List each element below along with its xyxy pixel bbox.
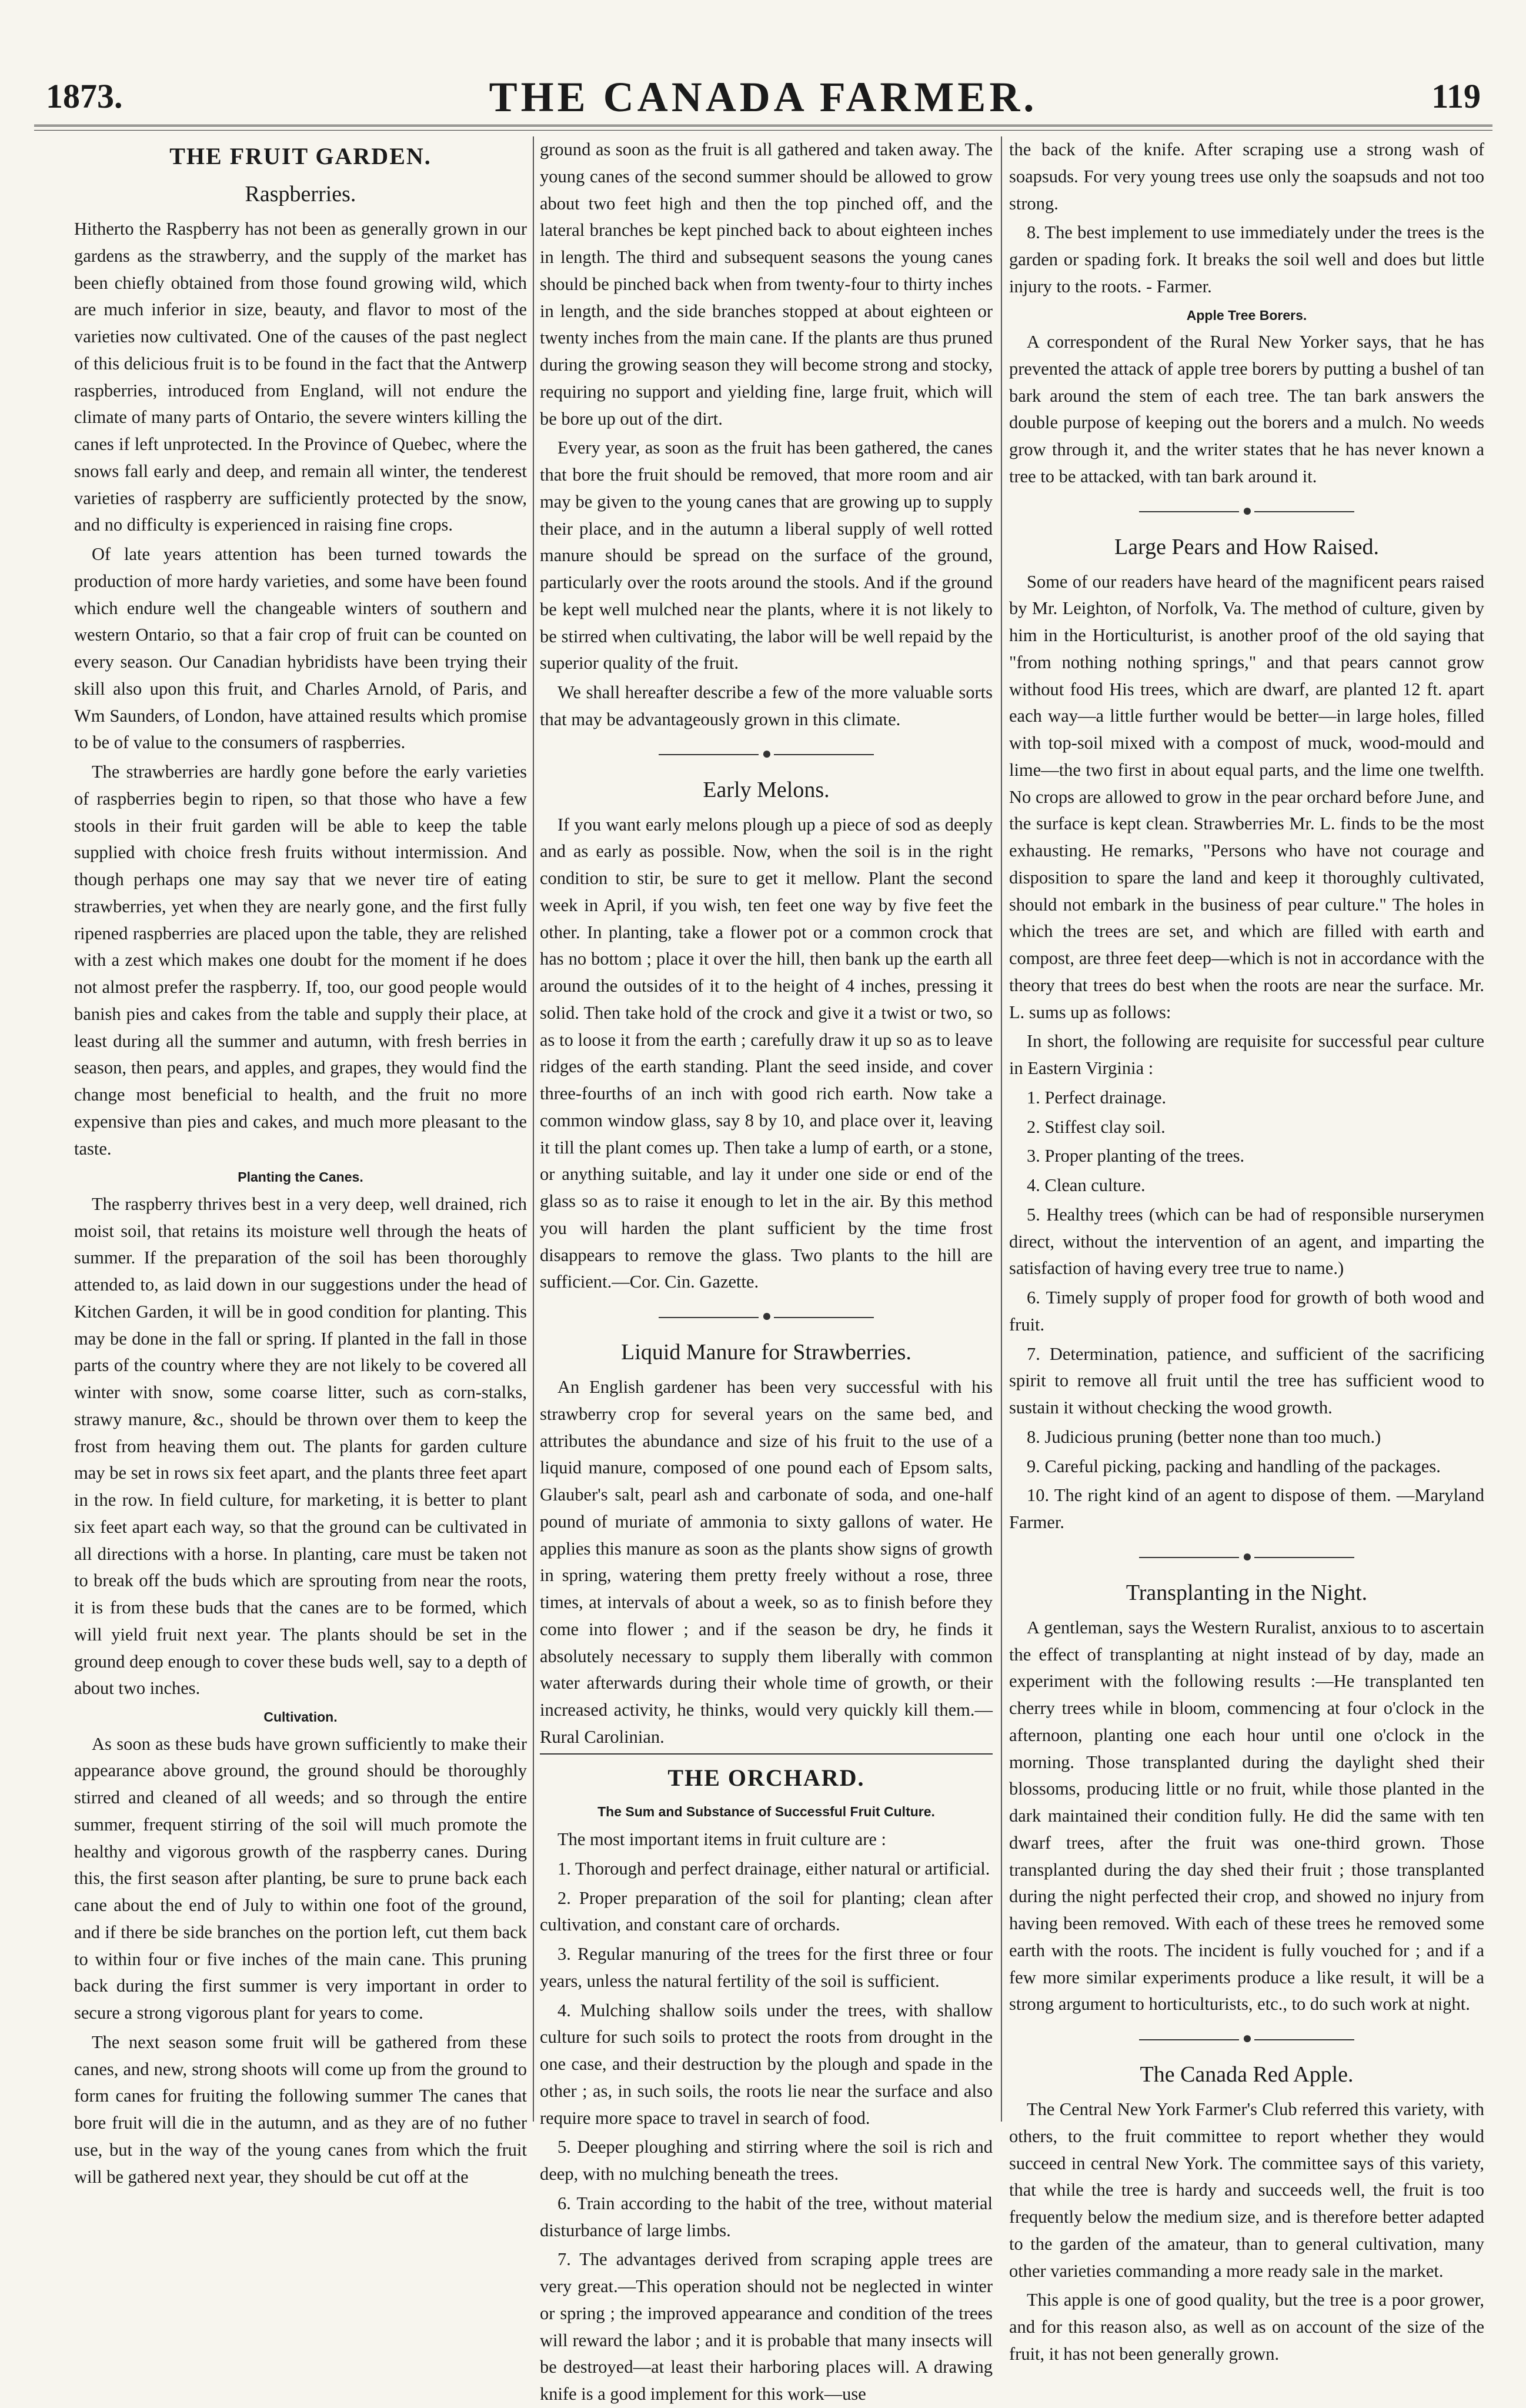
list-item: 7. Determination, patience, and sufficient of the sacrificing spirit to remove all fruit until the tree has sufficient wood to sustain it without checking the wood growth. xyxy=(1009,1343,1484,1418)
list-item: 3. Regular manuring of the trees for the first three or four years, unless the natural fertility of the soil is sufficient. xyxy=(540,1944,993,1991)
separator: ● xyxy=(1009,499,1484,523)
masthead xyxy=(34,64,1492,134)
paragraph: The strawberries are hardly gone before the early varieties of raspberries begin to ripen, so that those who have a few stools in their fruit garden will be able to keep the table supplied with choice fresh fruits without intermission. And though perhaps one may say that we never tire of eating strawberries, yet when they are nearly gone, and the first fully ripened raspberries are placed upon the table, they are relished with a zest which makes one doubt for the moment if he does not almost prefer the raspberry. If, too, our good people would banish pies and cakes from the table and supply their place, at least during all the summer and autumn, with fresh berries in season, then pears, and apples, and grapes, they would find the change most beneficial to health, and the fruit no more expensive than pies and cakes, and much more pleasant to the taste. xyxy=(74,762,527,1159)
list-item: 4. Mulching shallow soils under the trees, with shallow culture for such soils to protect the roots from drought in the one case, and their destruction by the plough and spade in the other ; as, in such soils, the roots lie near the surface and also require more space to travel in search of food. xyxy=(540,2000,993,2128)
masthead-rule xyxy=(34,125,1492,131)
list-item: 6. Timely supply of proper food for growth of both wood and fruit. xyxy=(1009,1288,1484,1335)
list-item: 7. The advantages derived from scraping apple trees are very great.—This operation should not be neglected in winter or spring ; the improved appearance and condition of the trees will reward the labor ; and it is probable that many insects will be destroyed—at least their harboring places will. A drawing knife is a good implement for this work—use xyxy=(540,2249,993,2404)
list-item: 1. Perfect drainage. xyxy=(1027,1087,1167,1108)
paragraph: The next season some fruit will be gathered from these canes, and new, strong shoots will come up from the ground to form canes for fruiting the following summer The canes that bore fruit will die in the autumn, and as they are of no futher use, but in the way of the young canes from which the fruit will be gathered next year, they should be cut off at the xyxy=(74,2032,527,2187)
article-title: Liquid Manure for Strawberries. xyxy=(621,1340,911,1365)
separator: ● xyxy=(1009,1545,1484,1569)
paragraph: The most important items in fruit culture are : xyxy=(557,1829,887,1849)
paragraph: The raspberry thrives best in a very deep, well drained, rich moist soil, that retains its moisture well through the heats of summer. If the preparation of the soil has been thoroughly attended to, as laid down in our suggestions under the head of Kitchen Garden, it will be in good condition for planting. This may be done in the fall or spring. If planted in the fall in those parts of the country where they are not likely to be covered all winter with snow, some coarse litter, such as corn-stalks, strawy manure, &c., should be thrown over them to keep the frost from heaving them out. The plants for garden culture may be set in rows six feet apart, and the plants three feet apart in the row. In field culture, for marketing, it is better to plant six feet apart each way, so that the ground can be cultivated in all directions with a horse. In planting, care must be taken not to break off the buds which are sprouting from near the roots, it is from these buds that the canes are to be formed, which will yield fruit next year. The plants should be set in the ground deep enough to cover these buds well, say to a depth of about two inches. xyxy=(74,1193,527,1699)
section-heading: THE ORCHARD. xyxy=(667,1764,865,1791)
article-title: Transplanting in the Night. xyxy=(1126,1580,1368,1605)
section-rule xyxy=(540,1753,993,1755)
paragraph: 8. The best implement to use immediately under the trees is the garden or spading fork. It breaks the soil well and does but little injury to the roots. - Farmer. xyxy=(1009,222,1484,296)
subheading: Cultivation. xyxy=(263,1709,338,1725)
list-item: 4. Clean culture. xyxy=(1027,1175,1146,1195)
paragraph: This apple is one of good quality, but the tree is a poor grower, and for this reason also, as well as on account of the size of the fruit, it has not been generally grown. xyxy=(1009,2290,1484,2364)
paragraph: As soon as these buds have grown sufficiently to make their appearance above ground, the ground should be thoroughly stirred and cleaned of all weeds; and so through the entire summer, frequent stirring of the soil will much promote the healthy and vigorous growth of the raspberry canes. During this, the first season after planting, be sure to prune back each cane about the end of July to within one foot of the ground, and if there be side branches on the portion left, cut them back to within four or five inches of the main cane. This pruning back during the first summer is very important in order to secure a strong vigorous plant for years to come. xyxy=(74,1733,527,2023)
paragraph: We shall hereafter describe a few of the more valuable sorts that may be advantageously grown in this climate. xyxy=(540,682,993,729)
subheading: Planting the Canes. xyxy=(238,1169,363,1185)
subheading: Apple Tree Borers. xyxy=(1186,307,1307,323)
paragraph: The Central New York Farmer's Club referred this variety, with others, to the fruit committee to report whether they would succeed in central New York. The committee says of this variety, that while the tree is hardy and succeeds well, the fruit is too frequently below the medium size, and is therefore better adapted to the garden of the amateur, than to general cultivation, many other varieties commanding a more ready sale in the market. xyxy=(1009,2099,1484,2281)
list-item: 6. Train according to the habit of the tree, without material disturbance of large limbs. xyxy=(540,2193,993,2240)
article-title: Large Pears and How Raised. xyxy=(1114,534,1379,559)
article-title: Raspberries. xyxy=(245,182,356,206)
column-3 xyxy=(1009,136,1484,2364)
separator: ● xyxy=(540,742,993,766)
list-item: 3. Proper planting of the trees. xyxy=(1027,1146,1245,1166)
column-divider xyxy=(533,136,534,2122)
page-number: 119 xyxy=(1431,77,1481,115)
list-item: 2. Stiffest clay soil. xyxy=(1027,1116,1166,1137)
paragraph: Of late years attention has been turned towards the production of more hardy varieties, and some have been found which endure well the changeable winters of southern and western Ontario, so that a fair crop of fruit can be counted on every season. Our Canadian hybridists have been trying their skill also upon this fruit, and Charles Arnold, of Paris, and Wm Saunders, of London, have attained results which promise to be of value to the consumers of raspberries. xyxy=(74,544,527,753)
column-2 xyxy=(540,136,993,2404)
paragraph: A gentleman, says the Western Ruralist, anxious to to ascertain the effect of transplanting at night instead of by day, made an experiment with the following results :—He transplanted ten cherry trees while in bloom, commencing at four o'clock in the afternoon, planting one each hour until one o'clock in the morning. Those transplanted during the daylight shed their blossoms, producing little or no fruit, while those planted in the dark maintained their condition fully. He did the same with ten dwarf trees, after the fruit was one-third grown. Those transplanted during the day shed their fruit ; those transplanted during the night perfected their crop, and showed no injury from having been removed. With each of these trees he removed some earth with the roots. The incident is fully vouched for ; and if a few more similar experiments produce a like result, it will be a strong argument to horticulturists, etc., to do such work at night. xyxy=(1009,1617,1484,2015)
paragraph: Every year, as soon as the fruit has been gathered, the canes that bore the fruit should be removed, that more room and air may be given to the young canes that are growing up to supply their place, and in the autumn a liberal supply of well rotted manure should be spread on the surface of the ground, particularly over the roots around the stools. And if the ground be kept well mulched near the plants, where it is not likely to be stirred when cultivating, the labor will be well repaid by the superior quality of the fruit. xyxy=(540,438,993,673)
column-1 xyxy=(74,136,527,2187)
subheading: The Sum and Substance of Successful Fruit Culture. xyxy=(597,1803,935,1819)
article-title: Early Melons. xyxy=(703,777,830,802)
list-item: 5. Deeper ploughing and stirring where the soil is rich and deep, with no mulching beneath the trees. xyxy=(540,2137,993,2184)
pear-list xyxy=(1009,1085,1484,1536)
masthead-year: 1873. xyxy=(46,77,123,115)
column-divider xyxy=(1001,136,1002,2122)
masthead-title: THE CANADA FARMER. xyxy=(489,74,1038,121)
list-item: 2. Proper preparation of the soil for planting; clean after cultivation, and constant care of orchards. xyxy=(540,1887,993,1935)
list-item: 1. Thorough and perfect drainage, either natural or artificial. xyxy=(557,1858,990,1879)
paragraph: A correspondent of the Rural New Yorker says, that he has prevented the attack of apple tree borers by putting a bushel of tan bark around the stem of each tree. The tan bark answers the double purpose of keeping out the borers and a mulch. No weeds grow through it, and the writer states that he has never known a tree to be attacked, with tan bark around it. xyxy=(1009,332,1484,486)
paragraph: Some of our readers have heard of the magnificent pears raised by Mr. Leighton, of Norfolk, Va. The method of culture, given by him in the Horticulturist, is another proof of the old saying that "from nothing nothing springs," and that pears cannot grow without food His trees, which are dwarf, are planted 12 ft. apart each way—a little further would be better—in large holes, filled with top-soil mixed with a compost of muck, wood-mould and lime—the two first in about equal parts, and the lime one twelfth. No crops are allowed to grow in the pear orchard before June, and the surface is kept clean. Strawberries Mr. L. finds to be the most exhausting. He remarks, "Persons who have not courage and disposition to spare the land and keep it thoroughly cultivated, should not embark in the business of pear culture." The holes in which the trees are set, and which are filled with earth and compost, are three feet deep—which is not in accordance with the theory that trees do best when the roots are near the surface. Mr. L. sums up as follows: xyxy=(1009,571,1484,1022)
separator: ● xyxy=(540,1304,993,1329)
list-item: 8. Judicious pruning (better none than too much.) xyxy=(1027,1426,1381,1447)
paragraph: In short, the following are requisite for successful pear culture in Eastern Virginia : xyxy=(1009,1031,1484,1078)
paragraph: ground as soon as the fruit is all gathered and taken away. The young canes of the second summer should be allowed to grow about two feet high and then the top pinched off, and the lateral branches be kept pinched back to about eighteen inches in length. The third and subsequent seasons the young canes should be pinched back when from twenty-four to thirty inches in length, and the side branches stopped at about eighteen or twenty inches from the main cane. If the plants are thus pruned during the growing season they will become strong and stocky, requiring no support and yielding fine, large fruit, which will be bore up out of the dirt. xyxy=(540,139,993,429)
paragraph: An English gardener has been very successful with his strawberry crop for several years on the same bed, and attributes the abundance and size of his fruit to the use of a liquid manure, composed of one pound each of Epsom salts, Glauber's salt, pearl ash and carbonate of soda, and one-half pound of muriate of ammonia to sixty gallons of water. He applies this manure as soon as the plants show signs of growth in spring, watering them pretty freely without a rose, three times, at intervals of about a week, so as to finish before they come into flower ; and if the season be dry, he finds it absolutely necessary to supply them liberally with common water afterwards during their whole time of growth, or their increased activity, he thinks, would very quickly kill them.—Rural Carolinian. xyxy=(540,1377,993,1747)
section-heading: THE FRUIT GARDEN. xyxy=(169,143,432,169)
paragraph: If you want early melons plough up a piece of sod as deeply and as early as possible. Now, when the soil is in the right condition to stir, be sure to get it mellow. Plant the second week in April, if you wish, ten feet one way by five feet the other. In planting, take a flower pot or a common crock that has no bottom ; place it over the hill, then bank up the earth all around the outsides of it to the height of 4 inches, pressing it solid. Then take hold of the crock and give it a twist or two, so as to loose it from the earth ; carefully draw it up so as to leave ridges of the earth standing. Plant the seed inside, and cover three-fourths of an inch with good rich earth. Now take a common window glass, say 8 by 10, and place over it, leaving it till the plant comes up. Then take a lump of earth, or a stone, or anything suitable, and lay it under one side or end of the glass so as to raise it enough to let in the air. By this method you will harden the plant sufficient by the time frost disappears to remove the glass. Two plants to the hill are sufficient.—Cor. Cin. Gazette. xyxy=(540,814,993,1292)
paragraph: the back of the knife. After scraping use a strong wash of soapsuds. For very young trees use only the soapsuds and not too strong. xyxy=(1009,139,1484,214)
list-item: 10. The right kind of an agent to dispose of them. —Maryland Farmer. xyxy=(1009,1485,1484,1532)
list-item: 5. Healthy trees (which can be had of responsible nurserymen direct, without the intervention of an agent, and imparting the satisfaction of having every tree true to name.) xyxy=(1009,1204,1484,1279)
article-title: The Canada Red Apple. xyxy=(1140,2062,1354,2087)
orchard-list xyxy=(540,1856,993,2408)
paragraph: Hitherto the Raspberry has not been as generally grown in our gardens as the strawberry, and the supply of the market has been chiefly obtained from those found growing wild, which are much inferior in size, beauty, and flavor to most of the varieties now cultivated. One of the causes of the past neglect of this delicious fruit is to be found in the fact that the Antwerp raspberries, introduced from England, will not endure the climate of many parts of Ontario, the severe winters killing the canes if left unprotected. In the Province of Quebec, where the snows fall early and deep, and remain all winter, the tenderest varieties of raspberry are sufficiently protected by the snow, and no difficulty is experienced in raising fine crops. xyxy=(74,219,527,535)
separator: ● xyxy=(1009,2026,1484,2051)
list-item: 9. Careful picking, packing and handling of the packages. xyxy=(1027,1456,1441,1476)
